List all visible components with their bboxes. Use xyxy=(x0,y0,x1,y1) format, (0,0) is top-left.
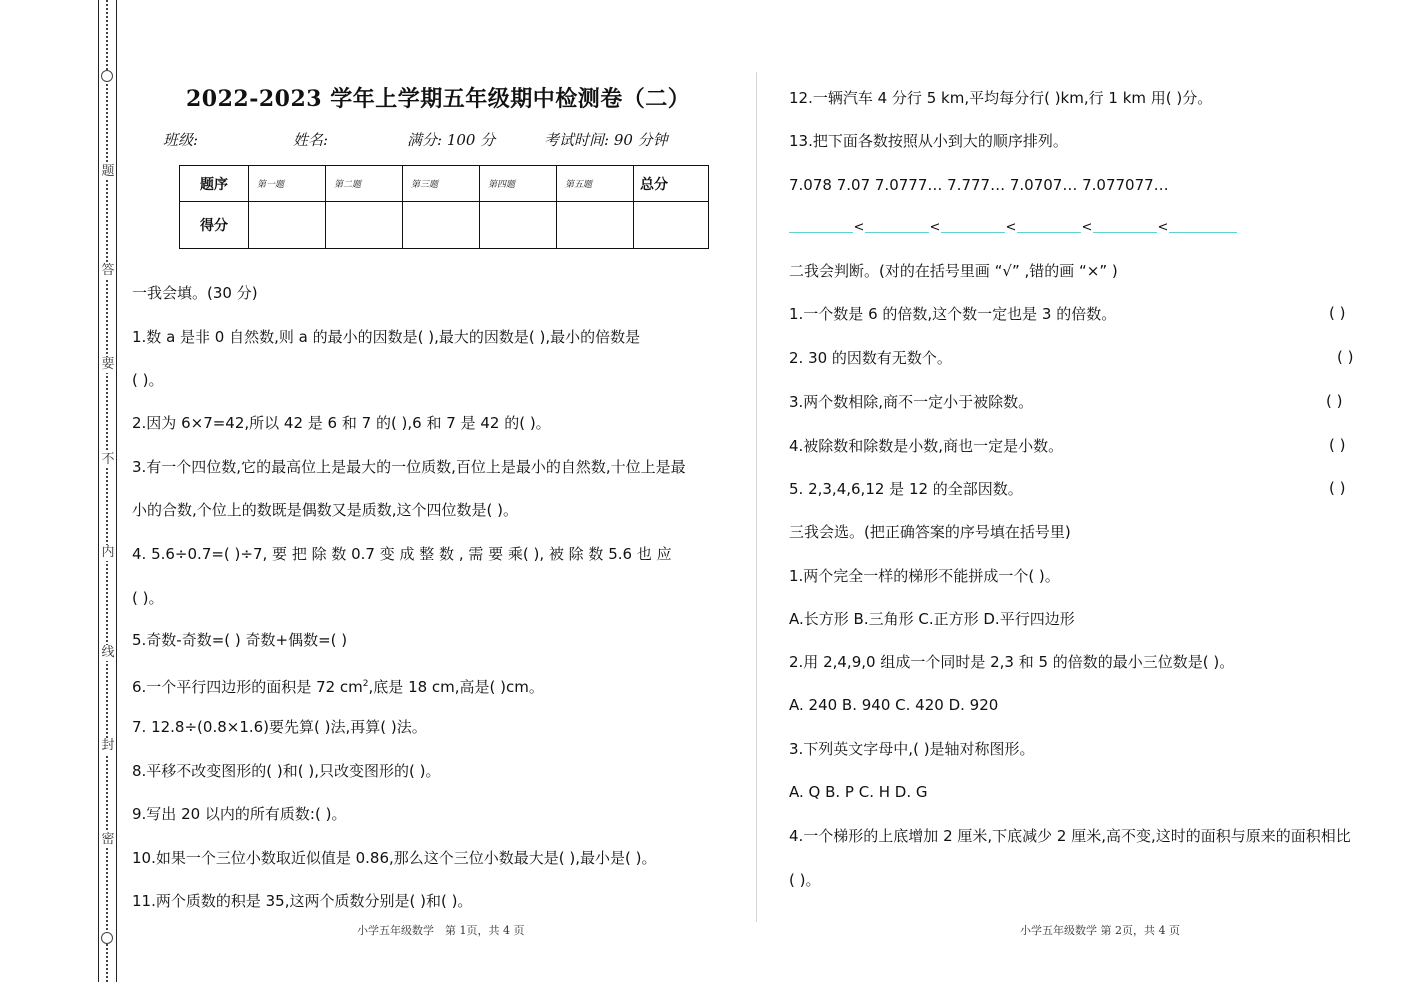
question-4-line2: ( )。 xyxy=(132,589,164,607)
less-than-sign: < xyxy=(929,220,941,235)
binding-hole-circle-icon xyxy=(101,70,113,82)
name-label: 姓名: xyxy=(293,131,329,149)
judge-answer-paren-3[interactable]: ( ) xyxy=(1326,392,1343,410)
choice-question-2: 2.用 2,4,9,0 组成一个同时是 2,3 和 5 的倍数的最小三位数是( )。 xyxy=(789,653,1235,671)
question-13: 13.把下面各数按照从小到大的顺序排列。 xyxy=(789,132,1068,150)
score-table-score-row xyxy=(180,202,709,249)
ordering-blank[interactable] xyxy=(941,218,1005,233)
section1-heading: 一我会填。(30 分) xyxy=(132,284,258,302)
question-3-line1: 3.有一个四位数,它的最高位上是最大的一位质数,百位上是最小的自然数,十位上是最 xyxy=(132,458,686,476)
ordering-blank[interactable] xyxy=(789,218,853,233)
choice-question-4-line1: 4.一个梯形的上底增加 2 厘米,下底减少 2 厘米,高不变,这时的面积与原来的面积相比 xyxy=(789,827,1351,845)
binding-char: 线 xyxy=(101,645,115,660)
question-2: 2.因为 6×7=42,所以 42 是 6 和 7 的( ),6 和 7 是 42 的( )。 xyxy=(132,414,551,432)
binding-char: 答 xyxy=(101,263,115,278)
judge-item-3: 3.两个数相除,商不一定小于被除数。 xyxy=(789,393,1034,411)
question-13-numbers: 7.078 7.07 7.0777… 7.777… 7.0707… 7.077077… xyxy=(789,176,1169,194)
score-table xyxy=(179,165,709,249)
question-11: 11.两个质数的积是 35,这两个质数分别是( )和( )。 xyxy=(132,892,473,910)
choice-question-3-options: A. Q B. P C. H D. G xyxy=(789,783,928,801)
question-1-line1: 1.数 a 是非 0 自然数,则 a 的最小的因数是( ),最大的因数是( ),最小的倍数是 xyxy=(132,328,641,346)
ordering-blanks xyxy=(789,218,1237,238)
question-10: 10.如果一个三位小数取近似值是 0.86,那么这个三位小数最大是( ),最小是( )。 xyxy=(132,849,657,867)
binding-char: 不 xyxy=(101,452,115,467)
score-table-header-cell: 总分 xyxy=(634,166,709,202)
question-6-text-rest: ,底是 18 cm,高是( )cm。 xyxy=(368,678,544,696)
ordering-blank[interactable] xyxy=(1169,218,1237,233)
page-divider xyxy=(756,72,757,922)
question-4-line1: 4. 5.6÷0.7=( )÷7, 要 把 除 数 0.7 变 成 整 数 , 需 要 乘( ), 被 除 数 5.6 也 应 xyxy=(132,545,672,563)
less-than-sign: < xyxy=(853,220,865,235)
binding-char: 封 xyxy=(101,738,115,753)
page2-footer: 小学五年级数学 第 2页，共 4 页 xyxy=(1020,924,1180,937)
question-7: 7. 12.8÷(0.8×1.6)要先算( )法,再算( )法。 xyxy=(132,718,427,736)
choice-question-4-line2: ( )。 xyxy=(789,871,821,889)
judge-item-5: 5. 2,3,4,6,12 是 12 的全部因数。 xyxy=(789,480,1023,498)
judge-item-2: 2. 30 的因数有无数个。 xyxy=(789,349,952,367)
score-cell[interactable] xyxy=(326,202,403,249)
score-cell[interactable] xyxy=(480,202,557,249)
binding-char: 内 xyxy=(101,545,115,560)
exam-time: 考试时间: 90 分钟 xyxy=(544,131,668,149)
score-table-header-cell: 第四题 xyxy=(480,166,557,202)
question-3-line2: 小的合数,个位上的数既是偶数又是质数,这个四位数是( )。 xyxy=(132,501,519,519)
judge-answer-paren-2[interactable]: ( ) xyxy=(1337,348,1354,366)
question-12: 12.一辆汽车 4 分行 5 km,平均每分行( )km,行 1 km 用( )分。 xyxy=(789,89,1213,107)
score-table-header-row xyxy=(180,166,709,202)
binding-margin-outer-line xyxy=(98,0,99,982)
judge-item-4: 4.被除数和除数是小数,商也一定是小数。 xyxy=(789,437,1064,455)
less-than-sign: < xyxy=(1005,220,1017,235)
score-cell[interactable] xyxy=(634,202,709,249)
judge-answer-paren-5[interactable]: ( ) xyxy=(1329,479,1346,497)
judge-item-1: 1.一个数是 6 的倍数,这个数一定也是 3 的倍数。 xyxy=(789,305,1117,323)
choice-question-1: 1.两个完全一样的梯形不能拼成一个( )。 xyxy=(789,567,1060,585)
binding-char: 密 xyxy=(101,832,115,847)
score-row-label: 得分 xyxy=(180,202,249,249)
question-1-line2: ( )。 xyxy=(132,371,164,389)
binding-hole-circle-icon xyxy=(101,932,113,944)
page1-footer: 小学五年级数学 第 1页，共 4 页 xyxy=(357,924,525,937)
question-6 xyxy=(132,674,544,697)
choice-question-3: 3.下列英文字母中,( )是轴对称图形。 xyxy=(789,740,1035,758)
score-table-header-cell: 第二题 xyxy=(326,166,403,202)
ordering-blank[interactable] xyxy=(865,218,929,233)
score-cell[interactable] xyxy=(403,202,480,249)
choice-question-2-options: A. 240 B. 940 C. 420 D. 920 xyxy=(789,696,999,714)
judge-answer-paren-4[interactable]: ( ) xyxy=(1329,436,1346,454)
superscript-2: 2 xyxy=(362,679,369,689)
section2-heading: 二我会判断。(对的在括号里画 “√” ,错的画 “×” ) xyxy=(789,262,1118,280)
score-cell[interactable] xyxy=(557,202,634,249)
class-label: 班级: xyxy=(163,131,199,149)
full-score: 满分: 100 分 xyxy=(407,131,496,149)
choice-question-1-options: A.长方形 B.三角形 C.正方形 D.平行四边形 xyxy=(789,610,1075,628)
score-table-header-cell: 第五题 xyxy=(557,166,634,202)
score-cell[interactable] xyxy=(249,202,326,249)
binding-margin-inner-line xyxy=(116,0,117,982)
score-table-header-cell: 第三题 xyxy=(403,166,480,202)
judge-answer-paren-1[interactable]: ( ) xyxy=(1329,304,1346,322)
question-5: 5.奇数-奇数=( ) 奇数+偶数=( ) xyxy=(132,631,348,649)
ordering-blank[interactable] xyxy=(1093,218,1157,233)
section3-heading: 三我会选。(把正确答案的序号填在括号里) xyxy=(789,523,1071,541)
score-table-header-cell: 第一题 xyxy=(249,166,326,202)
question-6-text: 6.一个平行四边形的面积是 72 cm xyxy=(132,678,363,696)
less-than-sign: < xyxy=(1157,220,1169,235)
question-9: 9.写出 20 以内的所有质数:( )。 xyxy=(132,805,347,823)
score-table-header-cell: 题序 xyxy=(180,166,249,202)
ordering-blank[interactable] xyxy=(1017,218,1081,233)
binding-char: 要 xyxy=(101,357,115,372)
question-8: 8.平移不改变图形的( )和( ),只改变图形的( )。 xyxy=(132,762,441,780)
binding-char: 题 xyxy=(101,164,115,179)
exam-title: 2022-2023 学年上学期五年级期中检测卷（二） xyxy=(186,86,691,112)
less-than-sign: < xyxy=(1081,220,1093,235)
